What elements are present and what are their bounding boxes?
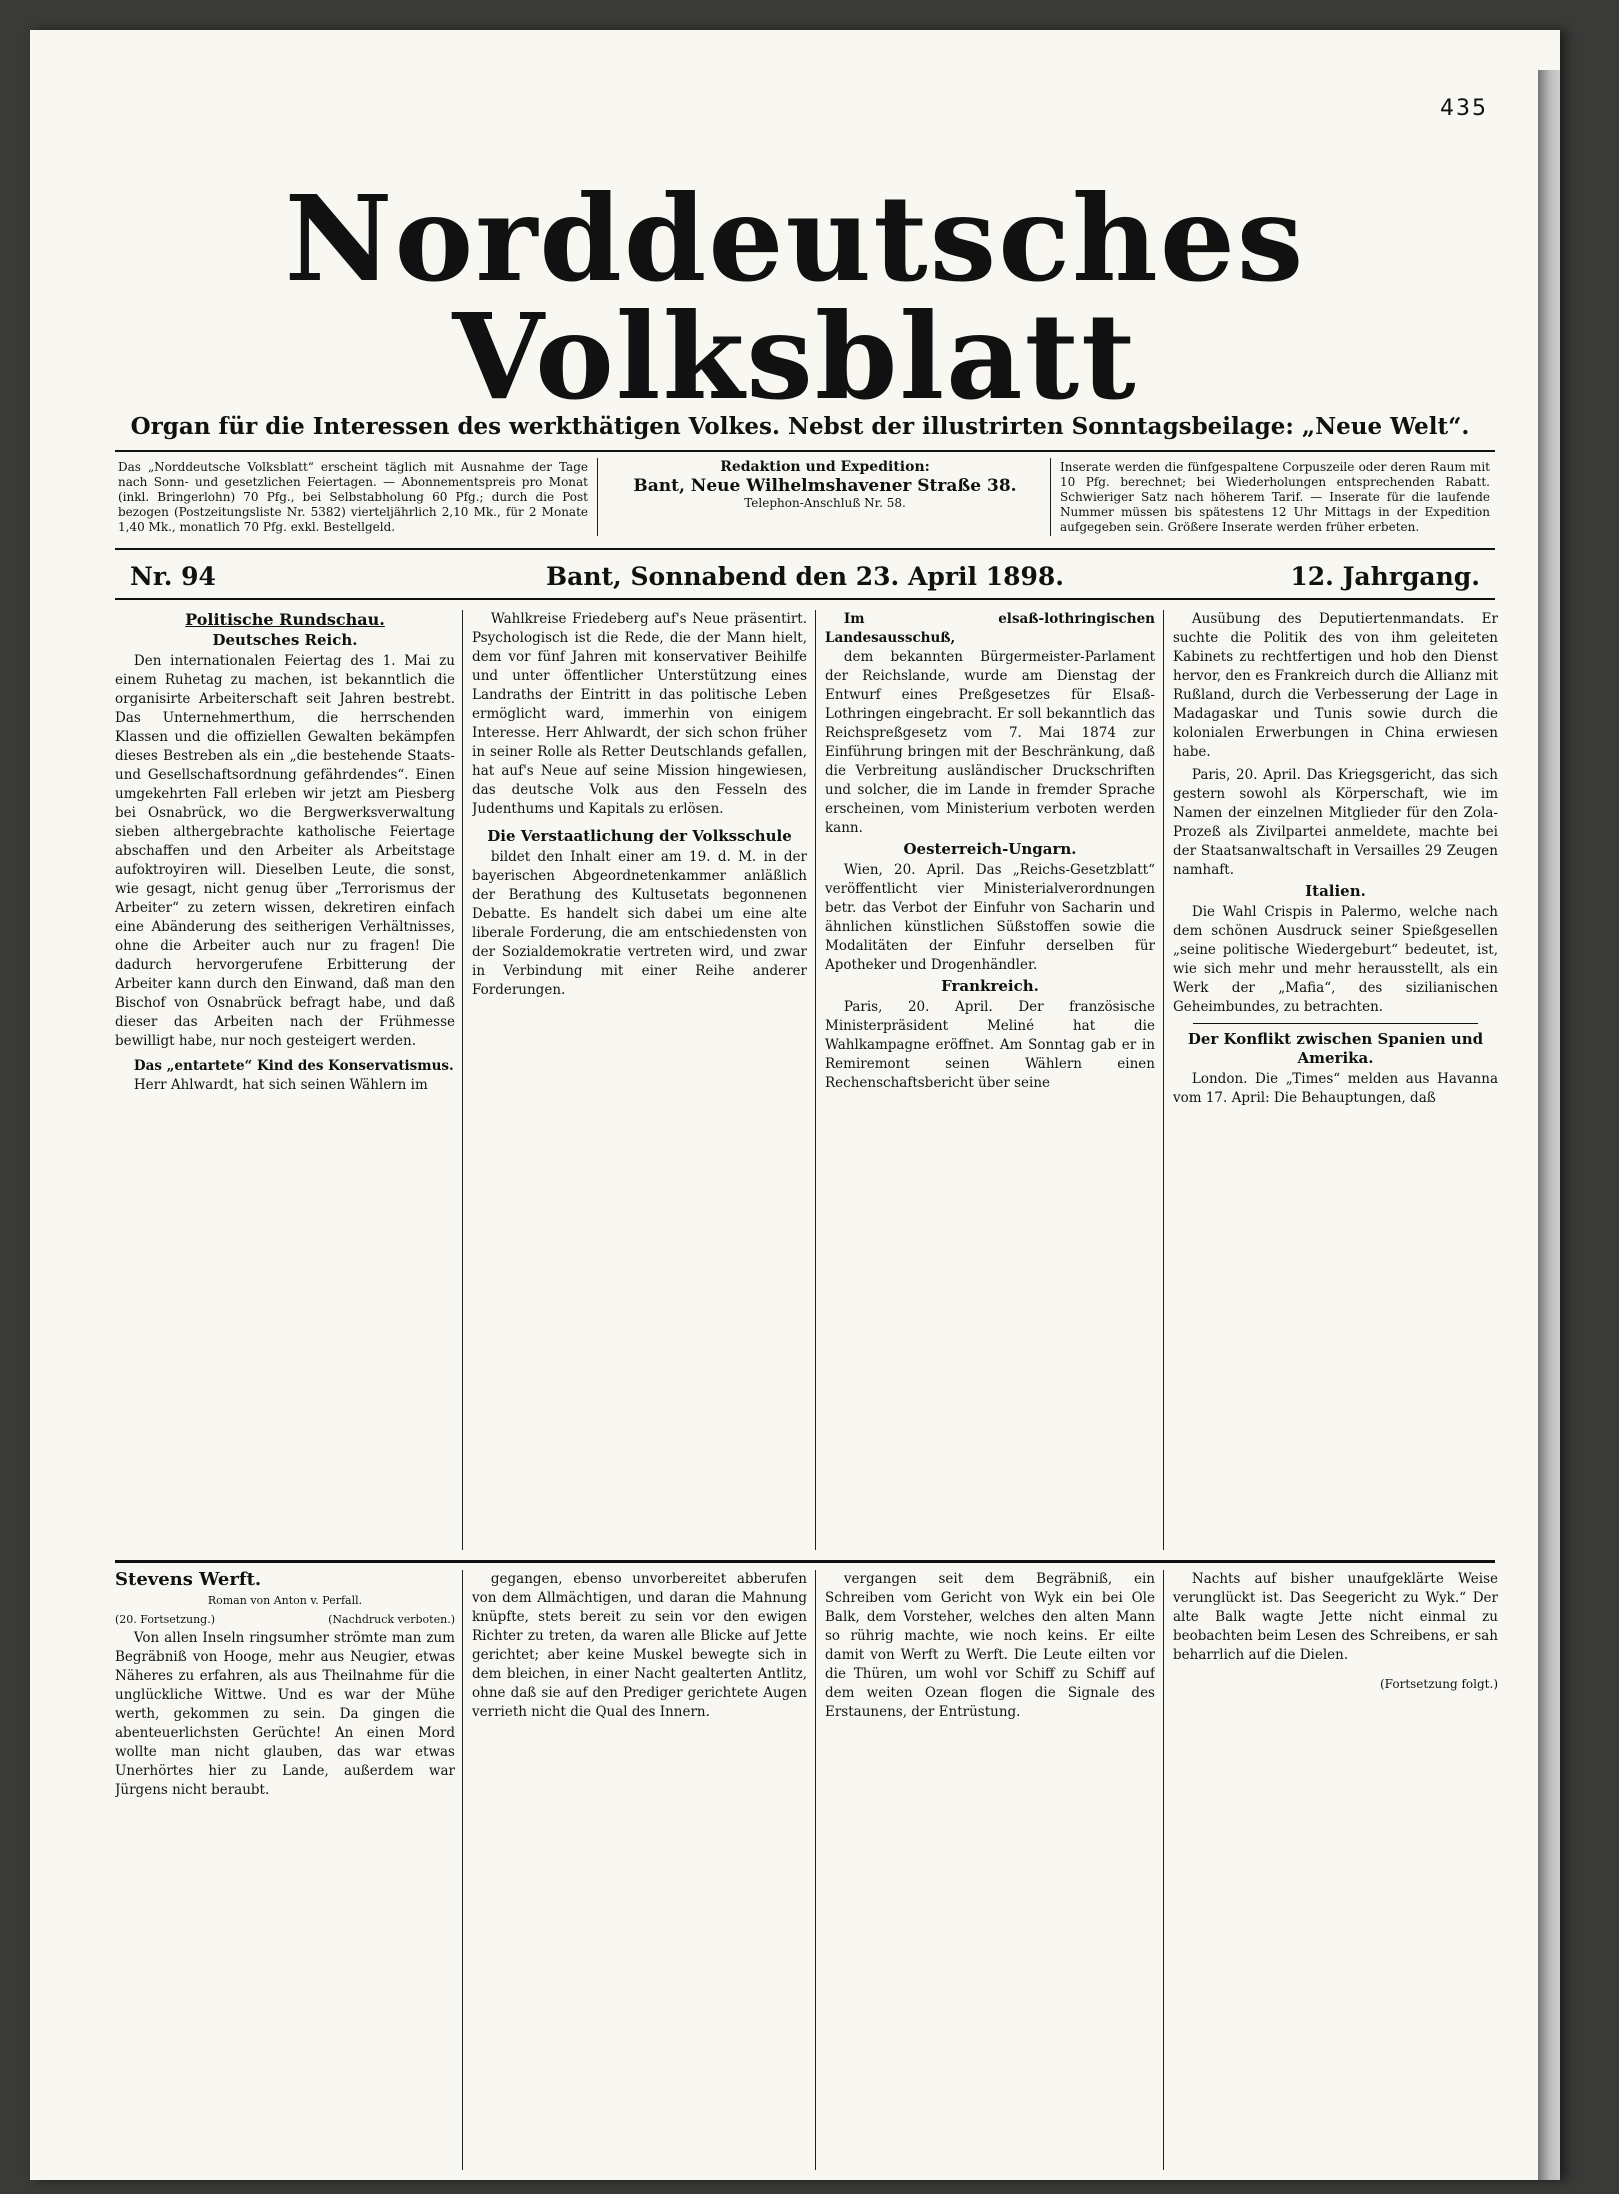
feuilleton-column-3: [825, 1570, 1155, 2170]
issue-number: Nr. 94: [130, 562, 216, 591]
column-4: [1173, 610, 1498, 1560]
article-text: London. Die „Times“ melden aus Havanna vom 17. April: Die Behauptungen, daß: [1173, 1071, 1498, 1106]
feuilleton-text: gegangen, ebenso unvorbereitet abberufen von dem Allmächtigen, und daran die Mahnung knüpfte, stets bereit zu sein vor den ewigen Richter zu treten, da waren alle Blicke auf Jette gerichtet; aber keine Muskel bewegte sich in dem bleichen, in einer Nacht gealterten Antlitz, ohne daß sie auf den Prediger gerichtete Augen verrieth nicht die Qual des Innern.: [472, 1571, 807, 1720]
feuilleton-column-1: [115, 1570, 455, 2170]
subsection-heading: Frankreich.: [941, 977, 1039, 995]
article-text: Die Wahl Crispis in Palermo, welche nach dem schönen Ausdruck seiner Spießgesellen „seine politische Wiedergeburt“ bedeutet, ist, wie sich mehr und mehr herausstellt, als ein Werk der „Mafia“, des sizilianischen Geheimbundes, zu betrachten.: [1173, 904, 1498, 1015]
newspaper-page: [30, 30, 1560, 2180]
article-heading: Die Verstaatlichung der Volksschule: [487, 827, 792, 845]
rule-mid: [115, 548, 1495, 550]
article-text: Wien, 20. April. Das „Reichs-Gesetzblatt“ veröffentlicht vier Ministerialverordnungen betr. das Verbot der Einfuhr von Sacharin und ähnlichen künstlichen Süßstoffen sowie die Modalitäten der Einfuhr derselben für Apotheker und Drogenhändler.: [825, 862, 1155, 973]
feuilleton-byline: Roman von Anton v. Perfall.: [207, 1594, 363, 1607]
feuilleton-title: Stevens Werft.: [115, 1570, 262, 1590]
feuilleton-reprint-note: (Nachdruck verboten.): [328, 1613, 455, 1626]
article-heading: Das „entartete“ Kind des Konservatismus.: [133, 1058, 454, 1074]
article-text: dem bekannten Bürgermeister-Parlament der Reichslande, wurde am Dienstag der Entwurf eines Preßgesetzes für Elsaß-Lothringen eingebracht. Er soll bekanntlich das Reichspreßgesetz vom 7. Mai 1874 zur Einführung bringen mit der Beschränkung, daß die Verbreitung ausländischer Druckschriften und solcher, die im Lande in fremder Sprache erscheinen, vom Ministerium verboten werden kann.: [825, 649, 1155, 836]
article-text: Paris, 20. April. Das Kriegsgericht, das sich gestern sowohl als Körperschaft, wie im Namen der einzelnen Mitglieder für den Zola-Prozeß als Zivilpartei anmeldete, machte bei der Staatsanwaltschaft in Versailles 29 Zeugen namhaft.: [1173, 767, 1498, 878]
article-text: Den internationalen Feiertag des 1. Mai zu einem Ruhetag zu machen, ist bekanntlich die organisirte Arbeiterschaft seit Jahren bestrebt. Das Unternehmerthum, die herrschenden Klassen und die offiziellen Gewalten bekämpfen dieses Bestreben als ein „die bestehende Staats- und Gesellschaftsordnung gefährdendes“. Einen umgekehrten Fall erleben wir jetzt am Piesberg bei Osnabrück, wo die Bergwerksverwaltung sieben althergebrachte katholische Feiertage abschaffen und den Arbeiter als Arbeitstage aufoktroyiren will. Dieselben Leute, die sonst, wie gesagt, nicht genug über „Terrorismus der Arbeiter“ zu zetern wissen, dekretiren einfach eine Abänderung des seitherigen Verhältnisses, ohne die Arbeiter auch nur zu fragen! Die dadurch hervorgerufene Erbitterung der Arbeiter kann durch den Einwand, daß man den Bischof von Osnabrück befragt habe, und daß dieser das Arbeiten nach der Frühmesse bewilligt habe, nur noch gesteigert werden.: [115, 653, 455, 1049]
column-divider: [1163, 610, 1164, 1550]
subscription-info: Das „Norddeutsche Volksblatt“ erscheint täglich mit Ausnahme der Tage nach Sonn- und gesetzlichen Feiertagen. — Abonnementspreis pro Monat (inkl. Bringerlohn) 70 Pfg., bei Selbstabholung 60 Pfg.; durch die Post bezogen (Postzeitungsliste Nr. 5382) vierteljährlich 2,10 Mk., für 2 Monate 1,40 Mk., monatlich 70 Pfg. exkl. Bestellgeld.: [118, 460, 588, 534]
rule-top: [115, 450, 1495, 452]
article-text: Herr Ahlwardt, hat sich seinen Wählern im: [133, 1077, 428, 1093]
feuilleton-text: Nachts auf bisher unaufgeklärte Weise verunglückt ist. Das Seegericht zu Wyk.“ Der alte Balk wagte Jette nicht einmal zu beobachten beim Lesen des Schreibens, er sah beharrlich auf die Dielen.: [1173, 1571, 1498, 1663]
feuilleton-continuation: (20. Fortsetzung.): [115, 1613, 215, 1626]
article-heading: Im elsaß-lothringischen Landesausschuß,: [825, 611, 1155, 646]
rule-bottom: [115, 598, 1495, 600]
feuilleton-rule: [115, 1560, 1495, 1563]
column-2: [472, 610, 807, 1560]
info-divider: [1050, 458, 1051, 536]
masthead-subtitle: Organ für die Interessen des werkthätigen Volkes. Nebst der illustrirten Sonntagsbeilage: „Neue Welt“.: [130, 413, 1470, 440]
editorial-label: Redaktion und Expedition:: [720, 459, 930, 475]
column-divider: [815, 1570, 816, 2170]
editorial-street: Bant, Neue Wilhelmshavener Straße 38.: [633, 476, 1017, 496]
section-heading: Politische Rundschau.: [185, 610, 385, 629]
volume-year: 12. Jahrgang.: [1290, 562, 1480, 591]
column-3: [825, 610, 1155, 1560]
article-text: bildet den Inhalt einer am 19. d. M. in der bayerischen Abgeordnetenkammer anläßlich der Berathung des Kultusetats begonnenen Debatte. Es handelt sich dabei um eine alte liberale Forderung, die am entschiedensten von der Sozialdemokratie vertreten wird, und zwar in Verbindung mit einer Reihe anderer Forderungen.: [472, 849, 807, 998]
column-divider: [1163, 1570, 1164, 2170]
masthead-title: Norddeutsches Volksblatt: [284, 169, 1306, 426]
feuilleton-text: Von allen Inseln ringsumher strömte man zum Begräbniß von Hooge, mehr aus Neugier, etwas Näheres zu erfahren, als aus Theilnahme für die unglückliche Wittwe. Und es war der Mühe werth, gekommen zu sein. Da gingen die abenteuerlichsten Gerüchte! An einen Mord wollte man nicht glauben, das war etwas Unerhörtes hier zu Lande, außerdem war Jürgens nicht beraubt.: [115, 1630, 455, 1798]
article-text: Wahlkreise Friedeberg auf's Neue präsentirt. Psychologisch ist die Rede, die der Mann hielt, dem vor fünf Jahren mit konservativer Beihilfe und unter öffentlicher Unterstützung eines Landraths der Eintritt in das politische Leben ermöglicht ward, immerhin von einigem Interesse. Herr Ahlwardt, der sich schon früher in seiner Rolle als Retter Deutschlands gefallen, hat auf's Neue auf seine Mission hingewiesen, das deutsche Volk aus den Fesseln des Judenthums und Kapitals zu erlösen.: [472, 611, 807, 817]
article-text: Ausübung des Deputiertenmandats. Er suchte die Politik des von ihm geleiteten Kabinets zu rechtfertigen und hob den Dienst hervor, den es Frankreich durch die Allianz mit Rußland, durch die Verbesserung der Lage in Madagaskar und Tunis sowie durch die kolonialen Erwerbungen in China erwiesen habe.: [1173, 611, 1498, 760]
editorial-address: [610, 460, 1040, 511]
feuilleton-column-4: [1173, 1570, 1498, 2170]
advertising-info: Inserate werden die fünfgespaltene Corpuszeile oder deren Raum mit 10 Pfg. berechnet; bei Wiederholungen entsprechenden Rabatt. Schwieriger Satz nach höherem Tarif. — Inserate für die laufende Nummer müssen bis spätestens 12 Uhr Mittags in der Expedition aufgegeben sein. Größere Inserate werden früher erbeten.: [1060, 460, 1490, 534]
info-divider: [597, 458, 598, 536]
article-text: Paris, 20. April. Der französische Ministerpräsident Meliné hat die Wahlkampagne eröffnet. Am Sonntag gab er in Remiremont seinen Wählern einen Rechenschaftsbericht über seine: [825, 999, 1155, 1091]
feuilleton-column-2: [472, 1570, 807, 2170]
article-divider: [1193, 1023, 1478, 1024]
telephone-info: Telephon-Anschluß Nr. 58.: [744, 496, 906, 510]
subsection-heading: Oesterreich-Ungarn.: [903, 840, 1077, 858]
feuilleton-text: vergangen seit dem Begräbniß, ein Schreiben vom Gericht von Wyk ein bei Ole Balk, dem Vorsteher, welches den alten Mann so rührig machte, wie noch keins. Er eilte damit von Werft zu Werft. Die Leute eilten vor die Thüren, um wohl vor Schiff zu Schiff auf dem weiten Ozean flogen die Signale des Erstaunens, der Entrüstung.: [825, 1571, 1155, 1720]
column-divider: [815, 610, 816, 1550]
volume-edge: [1538, 70, 1560, 2180]
subsection-heading: Deutsches Reich.: [212, 631, 358, 649]
column-divider: [462, 610, 463, 1550]
column-divider: [462, 1570, 463, 2170]
issue-date: Bant, Sonnabend den 23. April 1898.: [546, 562, 1064, 591]
subsection-heading: Italien.: [1305, 882, 1366, 900]
feuilleton-closing: (Fortsetzung folgt.): [1380, 1677, 1498, 1691]
page-number: 435: [1440, 96, 1488, 121]
column-1: [115, 610, 455, 1560]
article-heading: Der Konflikt zwischen Spanien und Amerika.: [1187, 1030, 1484, 1067]
